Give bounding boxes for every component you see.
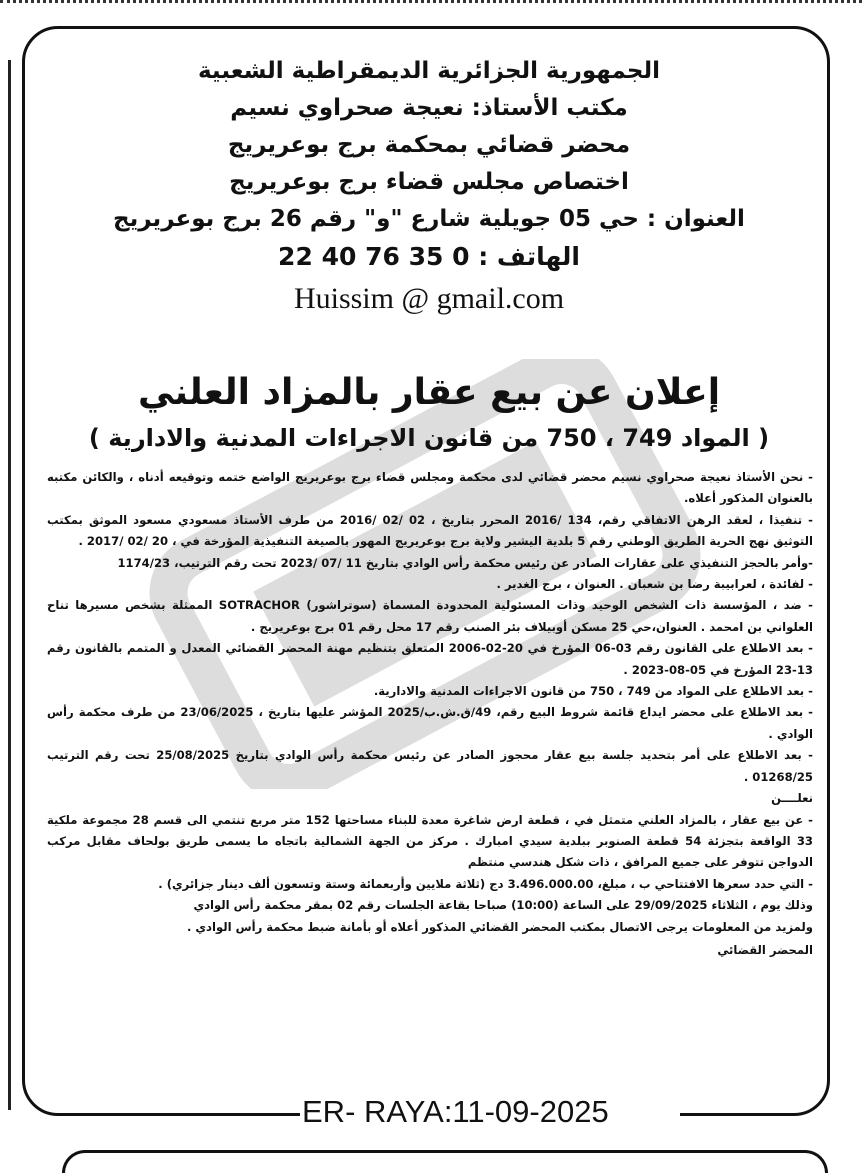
- notice-subtitle: ( المواد 749 ، 750 من قانون الاجراءات المدنية والادارية ): [88, 424, 770, 452]
- body-paragraph: - ضد ، المؤسسة ذات الشخص الوحيد وذات المسئولية المحدودة المسماة (سوتراشور) SOTRACHOR الممثلة بشخص مسيرها تناح العلواني بن امحمد . العنوان،حي 25 مسكن أوبيلاف بئر الصنب رقم 17 محل رقم 01 برج بوعريريج .: [47, 598, 813, 634]
- publication-stamp: ER- RAYA:11-09-2025: [302, 1094, 609, 1129]
- body-paragraph: - تنفيذا ، لعقد الرهن الاتفاقي رقم، 134 /2016 المحرر بتاريخ ، 02 /02 /2016 من طرف الأستاذ مسعودي مسعود الموثق بمكتب التوثيق نهج الحرية الطريق الوطني رقم 5 بلدية اليشير ولاية برج بوعريريج المهور بالصيغة التنفيذية المؤرخة في ، 20 /02 /2017 .: [47, 512, 813, 549]
- office-address: العنوان : حي 05 جويلية شارع "و" رقم 26 برج بوعريريج: [113, 206, 745, 232]
- body-paragraph: - بعد الاطلاع على محضر ايداع قائمة شروط البيع رقم، 49/ق.ش.ب/2025 المؤشر عليها بتاريخ ، 23/06/2025 من طرف محكمة رأس الوادي .: [47, 705, 813, 741]
- announce-heading: نعلــــن: [771, 791, 813, 806]
- office-jurisdiction: اختصاص مجلس قضاء برج بوعريريج: [229, 169, 629, 195]
- office-role: محضر قضائي بمحكمة برج بوعريريج: [227, 132, 631, 158]
- notice-title: إعلان عن بيع عقار بالمزاد العلني: [137, 372, 721, 413]
- body-paragraph: وذلك يوم ، الثلاثاء 29/09/2025 على الساعة (10:00) صباحا بقاعة الجلسات رقم 02 بمقر محكمة رأس الوادي: [193, 898, 813, 913]
- announcement-box: [22, 26, 830, 1116]
- body-paragraph: - نحن الأستاذ نعيجة صحراوي نسيم محضر قضائي لدى محكمة ومجلس قضاء برج بوعريريج الواضع ختمه وتوقيعه أدناه ، والكائن مكتبه بالعنوان المذكور أعلاه.: [47, 470, 813, 506]
- page-top-dotted-rule: [0, 0, 862, 11]
- body-paragraph: - بعد الاطلاع على القانون رقم 03-06 المؤرخ في 20-02-2006 المتعلق بتنظيم مهنة المحضر القضائي المعدل و المتمم بالقانون رقم 13-23 المؤرخ في 05-08-2023 .: [47, 641, 813, 677]
- office-email: Huissim @ gmail.com: [293, 282, 565, 315]
- office-header: [25, 53, 830, 321]
- next-announcement-border: [62, 1150, 828, 1173]
- office-name: مكتب الأستاذ: نعيجة صحراوي نسيم: [230, 95, 628, 121]
- body-paragraph: - التي حدد سعرها الافتتاحي ب ، مبلغ، 3.496.000.00 دج (ثلاثة ملايين وأربعمائة وستة وتسعون ألف دينار جزائري) .: [158, 876, 813, 891]
- neighbor-column-border: [0, 60, 11, 1110]
- body-paragraph: ولمزيد من المعلومات يرجى الاتصال بمكتب المحضر القضائي المذكور أعلاه أو بأمانة ضبط محكمة رأس الوادي .: [186, 919, 813, 934]
- body-paragraph: - عن بيع عقار ، بالمزاد العلني متمثل في ، قطعة ارض شاغرة معدة للبناء مساحتها 152 متر مربع تنتمي الى قسم 28 مجموعة ملكية 33 الواقعة بتجزئة 54 قطعة الصنوبر ببلدية سيدي امبارك . مركز من الجهة الشمالية باتجاه ما يسمى طريق بولحاف مقابل مركب الدواجن تتوفر على جميع المرافق ، ذات شكل هندسي منتظم: [47, 812, 813, 870]
- body-paragraph: - بعد الاطلاع على أمر بتحديد جلسة بيع عقار محجوز الصادر عن رئيس محكمة رأس الوادي بتاريخ 25/08/2025 تحت رقم الترتيب 01268/25 .: [47, 748, 813, 784]
- signature-line: المحضر القضائي: [717, 942, 813, 957]
- body-paragraph: - بعد الاطلاع على المواد من 749 ، 750 من قانون الاجراءات المدنية والادارية.: [373, 684, 813, 699]
- body-paragraph: -وأمر بالحجز التنفيذي على عقارات الصادر عن رئيس محكمة رأس الوادي بتاريخ 11 /07 /2023 تحت رقم الترتيب، 1174/23: [117, 555, 813, 570]
- office-phone: الهاتف : 0 35 76 40 22: [278, 242, 580, 271]
- notice-body: [47, 467, 813, 961]
- country-heading: الجمهورية الجزائرية الديمقراطية الشعبية: [197, 58, 661, 84]
- body-paragraph: - لفائدة ، لعرابيبة رضا بن شعبان . العنوان ، برج الغدير .: [496, 577, 813, 592]
